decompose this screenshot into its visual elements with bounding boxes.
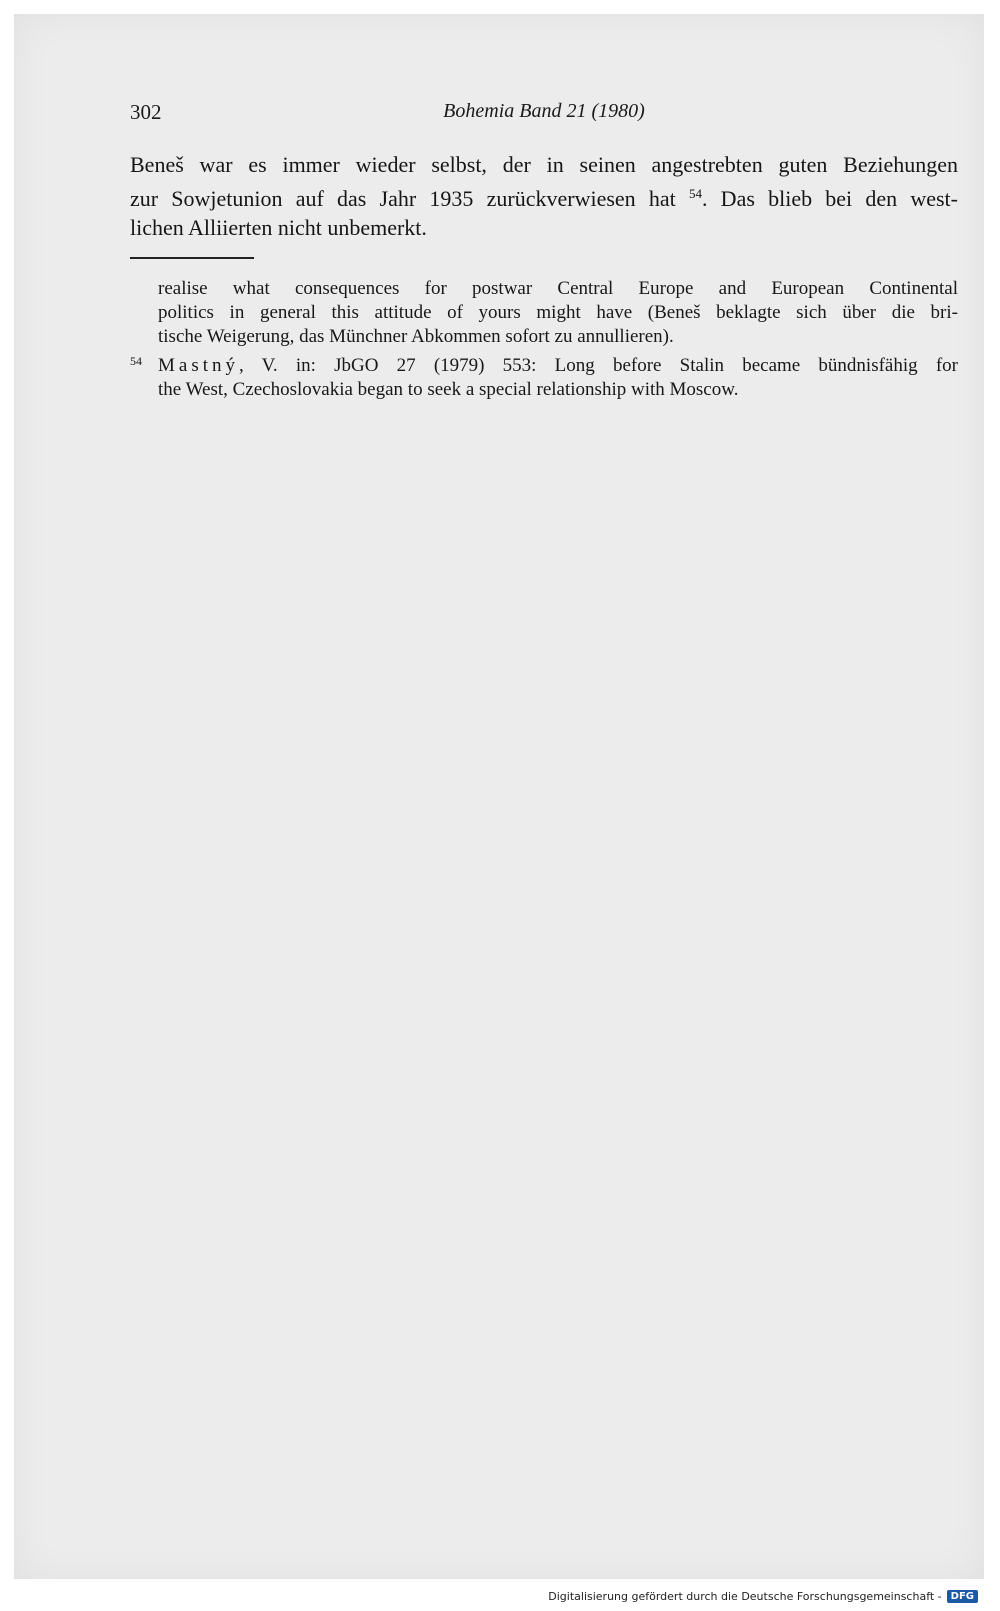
footnote-54-line-1 — [130, 349, 958, 378]
footnote-continued-line-2: politics in general this attitude of yours might have (Beneš beklagte sich über die bri- — [158, 302, 958, 323]
footnote-continued-line-1: realise what consequences for postwar Central Europe and European Continental — [158, 278, 958, 299]
footnote-54-text: , V. in: JbGO 27 (1979) 553: Long before Stalin became bündnisfähig for — [239, 355, 958, 376]
dfg-logo: DFG — [947, 1590, 978, 1603]
body-line-2-tail: . Das blieb bei den west- — [701, 186, 958, 211]
body-paragraph — [130, 150, 958, 242]
running-head: Bohemia Band 21 (1980) — [443, 100, 645, 122]
body-line-3: lichen Alliierten nicht unbemerkt. — [130, 215, 427, 240]
credit-text: Digitalisierung gefördert durch die Deutsche Forschungsgemeinschaft - — [548, 1590, 942, 1603]
footnote-number: 54 — [130, 354, 142, 368]
footnote-reference: 54 — [688, 186, 702, 201]
page-number: 302 — [130, 100, 162, 124]
footnotes — [130, 277, 958, 402]
footnote-54-line-2: the West, Czechoslovakia began to seek a special relationship with Moscow. — [158, 379, 739, 400]
footnote-author: Mastný — [158, 355, 239, 376]
scanned-page — [14, 14, 984, 1579]
digitization-credit — [548, 1590, 978, 1603]
body-line-1: Beneš war es immer wieder selbst, der in seinen angestrebten guten Beziehungen — [130, 152, 958, 177]
page-header — [130, 100, 958, 130]
body-line-2-text: zur Sowjetunion auf das Jahr 1935 zurückverwiesen hat — [130, 186, 676, 211]
footnote-divider — [130, 257, 254, 259]
footnote-continued-line-3: tische Weigerung, das Münchner Abkommen sofort zu annullieren). — [158, 326, 674, 347]
body-line-2 — [130, 179, 958, 213]
